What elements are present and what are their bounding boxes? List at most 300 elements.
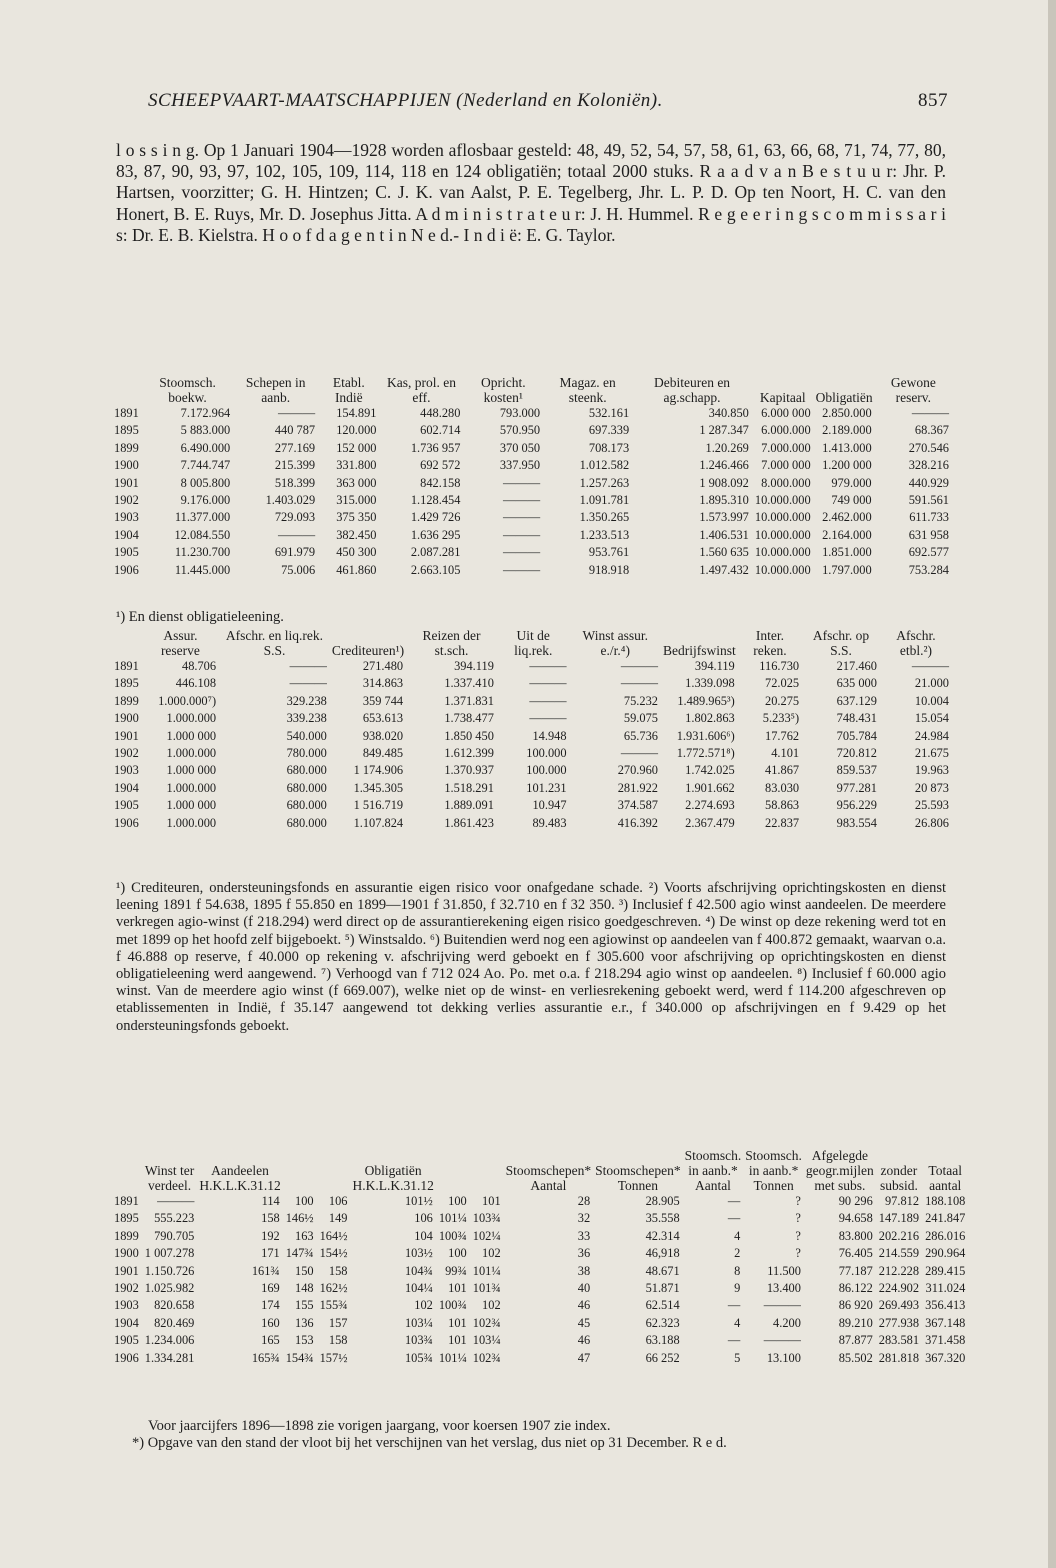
table-cell: 32 <box>577 1211 591 1226</box>
table-cell: 979.000 <box>831 475 872 490</box>
table-row <box>114 1280 968 1297</box>
year-cell: 1903 <box>114 763 139 778</box>
table2-header-cell: Inter. reken. <box>753 628 787 658</box>
page-number: 857 <box>918 90 948 111</box>
table-row <box>114 422 952 439</box>
table-cell: 708.173 <box>588 440 630 455</box>
table-cell: 1.337.410 <box>444 676 494 691</box>
table-cell: 163 <box>295 1228 314 1243</box>
table-cell: 2.189.000 <box>822 423 872 438</box>
table-cell: 19.963 <box>914 763 949 778</box>
year-cell: 1891 <box>114 659 139 673</box>
table-cell: 11.377.000 <box>174 510 231 525</box>
table-cell: 394.119 <box>454 659 494 673</box>
table-cell: 103¼ <box>404 1315 433 1330</box>
table-cell: 790.705 <box>154 1228 195 1243</box>
table3-body <box>114 1193 968 1367</box>
table-cell: 450 300 <box>336 545 377 560</box>
table-row <box>114 1332 968 1349</box>
table-cell: 101¼ <box>438 1350 467 1365</box>
table2-body <box>114 658 952 832</box>
table-cell: 1.772.571⁸) <box>676 746 735 761</box>
table1-header-cell: Opricht. kosten¹ <box>480 375 526 405</box>
table-cell: 394.119 <box>694 659 735 673</box>
table-cell: 277.169 <box>274 440 316 455</box>
table-cell: 1.738.477 <box>444 711 494 726</box>
table1-header-cell: Obligatiën <box>815 390 873 405</box>
table-cell: 371.458 <box>925 1333 966 1348</box>
table-cell: 102 <box>482 1298 501 1313</box>
table-cell: 8.000.000 <box>761 475 811 490</box>
table-cell: 1.000.000⁷) <box>158 693 217 708</box>
table-cell: ——— <box>502 562 541 577</box>
table-row <box>114 780 952 797</box>
table-cell: 106 <box>328 1194 348 1208</box>
table-cell: 2.663.105 <box>410 562 461 577</box>
table-cell: 136 <box>295 1315 314 1330</box>
year-cell: 1900 <box>114 458 139 473</box>
year-cell: 1895 <box>114 1211 139 1226</box>
table3-header-cell: Obligatiën H.K.L.K.31.12 <box>352 1163 434 1193</box>
table-cell: 215.399 <box>274 458 316 473</box>
table-cell: 174 <box>261 1298 280 1313</box>
table-cell: 10.000.000 <box>754 545 811 560</box>
table-cell: 1.000.000 <box>166 711 217 726</box>
table-cell: 86 920 <box>838 1298 873 1313</box>
table-cell: ——— <box>529 693 567 708</box>
table-cell: 38 <box>577 1263 591 1278</box>
table-cell: 46 <box>577 1333 591 1348</box>
year-cell: 1891 <box>114 1194 139 1208</box>
table-cell: 63.188 <box>645 1333 680 1348</box>
table-cell: 120.000 <box>336 423 377 438</box>
table-cell: 35.558 <box>645 1211 680 1226</box>
table-cell: 374.587 <box>617 798 658 813</box>
table2-header-cell: Afschr. etbl.²) <box>896 628 936 658</box>
header-title: SCHEEPVAART-MAATSCHAPPIJEN (Nederland en Koloniën). <box>148 90 663 111</box>
table3-header-cell <box>470 1148 504 1193</box>
table-cell: 314.863 <box>362 676 404 691</box>
table-cell: 158 <box>328 1263 348 1278</box>
intro-text: l o s s i n g. Op 1 Januari 1904—1928 worden aflosbaar gesteld: 48, 49, 52, 54, 57, 58, 61, 63, 66, 68, 71, 74, 77, 80, 83, 87, 90, 93, 97, 102, 105, 109, 114, 118 en 124 obligatiën; totaal 2000 stuks. R a a d v a n B e s t u u r: Jhr. P. Hartsen, voorzitter; G. H. Hintzen; C. J. K. van Aalst, P. E. Tegelberg, Jhr. L. P. D. Op ten Noort, H. C. van den Honert, B. E. Ruys, Mr. D. Josephus Jitta. A d m i n i s t r a t e u r: J. H. Hummel. R e g e e r i n g s c o m m i s s a r i s: Dr. E. B. Kielstra. H o o f d a g e n t i n N e d.- I n d i ë: E. G. Taylor. <box>116 140 946 245</box>
table-cell: 102¾ <box>472 1350 501 1365</box>
table-cell: ——— <box>529 711 567 726</box>
table-cell: 1.612.399 <box>444 746 494 761</box>
table-cell: ——— <box>529 676 567 691</box>
table-cell: 100¾ <box>438 1298 467 1313</box>
table1-header-cell: Debiteuren en ag.schapp. <box>653 375 731 405</box>
table-cell: 153 <box>295 1333 314 1348</box>
table-cell: 59.075 <box>623 711 658 726</box>
table-cell: 65.736 <box>623 728 658 743</box>
table1-header-row <box>114 375 952 405</box>
table3-header-cell: Aandeelen H.K.L.K.31.12 <box>199 1163 281 1193</box>
table-cell: 46,918 <box>645 1246 680 1261</box>
table-cell: 90 296 <box>838 1194 873 1208</box>
table-cell: 1.742.025 <box>685 763 735 778</box>
table-cell: 77.187 <box>838 1263 873 1278</box>
table-cell: 281.818 <box>878 1350 920 1365</box>
table-cell: 448.280 <box>420 406 461 420</box>
table-cell: 440.929 <box>908 475 949 490</box>
table-cell: ——— <box>763 1298 801 1313</box>
table-cell: 842.158 <box>420 475 461 490</box>
table-row <box>114 710 952 727</box>
table-cell: 150 <box>295 1263 314 1278</box>
table-row <box>114 745 952 762</box>
table-cell: 680.000 <box>286 763 327 778</box>
table-cell: ——— <box>502 545 541 560</box>
table-cell: 20 873 <box>914 780 949 795</box>
table-cell: 10.000.000 <box>754 510 811 525</box>
footer-line-1: Voor jaarcijfers 1896—1898 zie vorigen jaargang, voor koersen 1907 zie index. <box>148 1418 611 1434</box>
table-cell: 83.030 <box>765 780 800 795</box>
table3-header-cell: Stoomschepen* Aantal <box>505 1163 592 1193</box>
year-cell: 1904 <box>114 1315 139 1330</box>
table-cell: 363 000 <box>336 475 377 490</box>
table-cell: 147¾ <box>285 1246 314 1261</box>
table-row <box>114 1350 968 1367</box>
table-cell: 26.806 <box>914 815 949 830</box>
table-cell: 214.559 <box>878 1246 920 1261</box>
table-row <box>114 1228 968 1245</box>
table-cell: 72.025 <box>765 676 800 691</box>
table-cell: 101 <box>448 1315 467 1330</box>
table-cell: 76.405 <box>838 1246 873 1261</box>
table-cell: 793.000 <box>499 406 541 420</box>
table-cell: 315.000 <box>336 493 377 508</box>
table-cell: 729.093 <box>274 510 316 525</box>
table-cell: 101¼ <box>438 1211 467 1226</box>
table-cell: 101 <box>448 1281 467 1296</box>
table-cell: 518.399 <box>274 475 316 490</box>
table-cell: 1.000 000 <box>166 798 217 813</box>
footnotes-block: ¹) Crediteuren, ondersteuningsfonds en assurantie eigen risico voor onafgedane schade. ²) Voorts afschrijving oprichtingskosten en dienst leening 1891 f 54.638, 1895 f 55.850 en 1899—1901 f 31.850, f 32.710 en f 32 350. ³) Inclusief f 42.500 agio winst aandeelen. De meerdere verkregen agio-winst (f 218.294) werd direct op de assurantierekening eigen risico goedgeschreven. ⁴) De winst op deze rekening werd tot en met 1899 op het hoofd zelf bijgeboekt. ⁵) Winstsaldo. ⁶) Buitendien werd nog een agiowinst op aandeelen van f 400.872 gemaakt, waarvan o.a. f 46.888 op reserve, f 40.000 op rekening v. afschrijving werd geboekt en f 305.600 voor afschrijving op oprichtingskosten en dienst obligatieleening werd aangewend. ⁷) Verhoogd van f 712 024 Ao. Po. met o.a. f 218.294 agio winst op aandeelen. ⁸) Inclusief f 60.000 agio winst. Van de meerdere agio winst (f 669.007), welke niet op de winst- en verliesrekening geboekt werd, werd f 114.200 afgeschreven op etablissementen in Indië, f 35.147 aangewend tot dekking verlies assurantie e.r., f 340.000 op afschrijvingen en f 9.429 op het ondersteuningsfonds geboekt. <box>116 880 946 1034</box>
table-cell: 1.000 000 <box>166 728 217 743</box>
table-row <box>114 1297 968 1314</box>
table-cell: 51.871 <box>645 1281 680 1296</box>
table-cell: 75.232 <box>623 693 658 708</box>
table-cell: 102¾ <box>472 1315 501 1330</box>
table2-header-cell: Winst assur. e./r.⁴) <box>582 628 648 658</box>
table-cell: 114 <box>261 1194 280 1208</box>
table-row <box>114 1263 968 1280</box>
table-cell: 17.762 <box>765 728 800 743</box>
table-cell: 1.406.531 <box>699 527 749 542</box>
table-cell: 13.100 <box>766 1350 801 1365</box>
year-cell: 1905 <box>114 1333 139 1348</box>
table-cell: 24.984 <box>914 728 949 743</box>
table-cell: 2.274.693 <box>685 798 735 813</box>
table-cell: 12.084.550 <box>174 527 231 542</box>
year-cell: 1905 <box>114 798 139 813</box>
table3-header-cell: Stoomschepen* Tonnen <box>595 1163 681 1193</box>
financial-table-2 <box>114 628 952 832</box>
table-cell: 28.905 <box>645 1194 680 1208</box>
table-cell: 1.429 726 <box>410 510 461 525</box>
table-cell: 277.938 <box>878 1315 920 1330</box>
table-cell: 269.493 <box>878 1298 920 1313</box>
table1-body <box>114 405 952 579</box>
table-cell: 1.851.000 <box>822 545 872 560</box>
table-cell: 14.948 <box>532 728 567 743</box>
table1-header-cell: Kas, prol. en eff. <box>386 375 456 405</box>
table-cell: 637.129 <box>836 693 877 708</box>
table-cell: 555.223 <box>154 1211 195 1226</box>
table-cell: 680.000 <box>286 815 327 830</box>
table-cell: — <box>727 1211 741 1226</box>
table-cell: 164½ <box>319 1228 348 1243</box>
table-cell: 83.800 <box>838 1228 873 1243</box>
table-cell: 101¾ <box>472 1281 501 1296</box>
table-cell: 154.891 <box>336 406 377 420</box>
table-cell: 1.012.582 <box>579 458 630 473</box>
table-cell: 100.000 <box>526 746 567 761</box>
table-cell: 103½ <box>404 1246 433 1261</box>
year-cell: 1901 <box>114 475 139 490</box>
year-cell: 1899 <box>114 1228 139 1243</box>
table-cell: 158 <box>261 1211 280 1226</box>
table-row <box>114 693 952 710</box>
table-cell: 1.234.006 <box>144 1333 195 1348</box>
table-cell: 101 <box>482 1194 501 1208</box>
table-cell: 25.593 <box>914 798 949 813</box>
table-cell: ——— <box>763 1333 801 1348</box>
table-cell: 116.730 <box>759 659 800 673</box>
table1-header-cell <box>114 375 142 405</box>
table1-header-cell: Etabl. Indië <box>332 375 365 405</box>
table-cell: 540.000 <box>286 728 327 743</box>
table-cell: 631 958 <box>908 527 949 542</box>
table1-footnote: ¹) En dienst obligatieleening. <box>116 609 284 625</box>
table-cell: 1.246.466 <box>699 458 749 473</box>
table-cell: ——— <box>620 659 658 673</box>
table-cell: 102 <box>414 1298 433 1313</box>
table2-header-cell: Crediteuren¹) <box>331 643 405 658</box>
table2-header-cell: Uit de liq.rek. <box>514 628 553 658</box>
table-cell: 859.537 <box>836 763 877 778</box>
table-row <box>114 544 952 561</box>
table-cell: 5.233⁵) <box>762 711 800 726</box>
table-cell: 42.314 <box>645 1228 680 1243</box>
table-cell: 1 007.278 <box>144 1246 195 1261</box>
table-row <box>114 675 952 692</box>
table-cell: 100 <box>448 1194 467 1208</box>
table-cell: 1.797.000 <box>822 562 872 577</box>
table-cell: 1.000.000 <box>166 746 217 761</box>
table-cell: 149 <box>328 1211 348 1226</box>
year-cell: 1906 <box>114 815 139 830</box>
table-cell: 7.172.964 <box>180 406 231 420</box>
table-cell: 10.000.000 <box>754 527 811 542</box>
table-cell: ? <box>795 1211 801 1226</box>
year-cell: 1900 <box>114 1246 139 1261</box>
table-row <box>114 728 952 745</box>
table-cell: 147.189 <box>878 1211 920 1226</box>
table-cell: 9 <box>734 1281 741 1296</box>
year-cell: 1902 <box>114 746 139 761</box>
table-cell: ——— <box>277 406 316 420</box>
table-cell: 705.784 <box>836 728 877 743</box>
table-cell: 103¾ <box>472 1211 501 1226</box>
table-cell: 7.000 000 <box>761 458 811 473</box>
year-cell: 1904 <box>114 780 139 795</box>
table2-header-cell: Reizen der st.sch. <box>422 628 481 658</box>
table-cell: 1.861.423 <box>444 815 494 830</box>
table-cell: 748.431 <box>836 711 877 726</box>
table-cell: 820.658 <box>154 1298 195 1313</box>
table-cell: ——— <box>529 659 567 673</box>
year-cell: 1895 <box>114 676 139 691</box>
table-cell: ——— <box>157 1194 195 1208</box>
table-cell: 241.847 <box>925 1211 966 1226</box>
table-cell: 691.979 <box>274 545 316 560</box>
table-cell: 570.950 <box>499 423 541 438</box>
table-cell: 602.714 <box>420 423 461 438</box>
table2-header-cell <box>114 628 142 658</box>
table-cell: 289.415 <box>925 1263 966 1278</box>
table-cell: 104 <box>414 1228 433 1243</box>
table3-header-cell <box>317 1148 351 1193</box>
table-row <box>114 1210 968 1227</box>
table-cell: 6.000 000 <box>761 406 811 420</box>
table3-header-row <box>114 1148 968 1193</box>
table-cell: 106 <box>414 1211 433 1226</box>
table-cell: 2.462.000 <box>822 510 872 525</box>
table-cell: 33 <box>577 1228 591 1243</box>
table-cell: 1.497.432 <box>699 562 749 577</box>
year-cell: 1901 <box>114 728 139 743</box>
table-cell: 1.000.000 <box>166 780 217 795</box>
table-cell: 2.850.000 <box>822 406 872 420</box>
table-cell: 1 174.906 <box>353 763 404 778</box>
table-cell: 6.000.000 <box>761 423 811 438</box>
table-cell: 87.877 <box>838 1333 873 1348</box>
table-row <box>114 815 952 832</box>
table-cell: 13.400 <box>766 1281 801 1296</box>
table-cell: 367.148 <box>925 1315 966 1330</box>
table-cell: 1.413.000 <box>822 440 872 455</box>
table-cell: 271.480 <box>362 659 404 673</box>
table-cell: 40 <box>577 1281 591 1296</box>
table-cell: 1.901.662 <box>685 780 735 795</box>
table-cell: 103¼ <box>472 1333 501 1348</box>
table-cell: 461.860 <box>336 562 377 577</box>
table-cell: 532.161 <box>588 406 630 420</box>
table-cell: 21.000 <box>914 676 949 691</box>
table-cell: 100.000 <box>526 763 567 778</box>
table-cell: 212.228 <box>878 1263 920 1278</box>
table-cell: 162½ <box>319 1281 348 1296</box>
table-cell: 48.671 <box>645 1263 680 1278</box>
table-cell: 1.334.281 <box>144 1350 195 1365</box>
table-row <box>114 492 952 509</box>
table-cell: 938.020 <box>362 728 404 743</box>
table-cell: ——— <box>289 659 327 673</box>
table-cell: 101½ <box>404 1194 433 1208</box>
table-cell: 97.812 <box>884 1194 920 1208</box>
table-cell: 1.339.098 <box>685 676 735 691</box>
table-cell: 692 572 <box>420 458 461 473</box>
table-cell: 171 <box>261 1246 280 1261</box>
table-cell: 1.200 000 <box>822 458 872 473</box>
table-cell: ? <box>795 1194 801 1208</box>
table-cell: 1.931.606⁶) <box>676 728 735 743</box>
table-row <box>114 1193 968 1210</box>
table-row <box>114 509 952 526</box>
table-cell: 41.867 <box>765 763 800 778</box>
table-cell: 1.489.965³) <box>677 693 735 708</box>
table3-header-cell <box>283 1148 317 1193</box>
table-cell: ——— <box>620 746 658 761</box>
table-cell: 283.581 <box>878 1333 920 1348</box>
table-cell: 635 000 <box>836 676 877 691</box>
table-cell: 382.450 <box>336 527 377 542</box>
table-cell: 10.947 <box>532 798 567 813</box>
table-row <box>114 1245 968 1262</box>
table-cell: 359 744 <box>362 693 404 708</box>
table-cell: 270.546 <box>908 440 949 455</box>
table-cell: 154¾ <box>285 1350 314 1365</box>
table-cell: 1.000.000 <box>166 815 217 830</box>
table-cell: ——— <box>502 510 541 525</box>
table-cell: 101.231 <box>526 780 567 795</box>
page-edge <box>1048 0 1056 1568</box>
table-cell: 165 <box>261 1333 280 1348</box>
table-cell: 1.889.091 <box>444 798 494 813</box>
table-row <box>114 562 952 579</box>
table-cell: 105¾ <box>404 1350 433 1365</box>
table-cell: 75.006 <box>281 562 316 577</box>
table-cell: 720.812 <box>836 746 877 761</box>
table-cell: 100¾ <box>438 1228 467 1243</box>
table-row <box>114 457 952 474</box>
table-cell: 780.000 <box>286 746 327 761</box>
year-cell: 1906 <box>114 1350 139 1365</box>
table2-header-row <box>114 628 952 658</box>
table-cell: 446.108 <box>175 676 217 691</box>
table-cell: 311.024 <box>925 1281 966 1296</box>
table-cell: 1.128.454 <box>410 493 461 508</box>
table-cell: 331.800 <box>336 458 377 473</box>
table-cell: 4.200 <box>773 1315 801 1330</box>
table-cell: 158 <box>328 1333 348 1348</box>
table1-header-cell: Gewone reserv. <box>890 375 936 405</box>
table-cell: 36 <box>577 1246 591 1261</box>
table-cell: 953.761 <box>588 545 630 560</box>
table-cell: — <box>727 1298 741 1313</box>
table-cell: 977.281 <box>836 780 877 795</box>
table-cell: 45 <box>577 1315 591 1330</box>
table3-header-cell: zonder subsid. <box>879 1163 918 1193</box>
year-cell: 1903 <box>114 1298 139 1313</box>
table-cell: 1 908.092 <box>699 475 749 490</box>
table-cell: 749 000 <box>831 493 872 508</box>
table-cell: 339.238 <box>286 711 327 726</box>
table-cell: 157½ <box>319 1350 348 1365</box>
table3-header-cell: Stoomsch. in aanb.* Aantal <box>684 1148 742 1193</box>
table-cell: 11.500 <box>767 1263 801 1278</box>
table-cell: 328.216 <box>908 458 949 473</box>
table-cell: 152 000 <box>336 440 377 455</box>
table-cell: 1.636 295 <box>410 527 461 542</box>
table-cell: 1.150.726 <box>144 1263 195 1278</box>
table-cell: 1 516.719 <box>353 798 404 813</box>
table-cell: 680.000 <box>286 798 327 813</box>
table-row <box>114 527 952 544</box>
year-cell: 1895 <box>114 423 139 438</box>
table-cell: 286.016 <box>925 1228 966 1243</box>
